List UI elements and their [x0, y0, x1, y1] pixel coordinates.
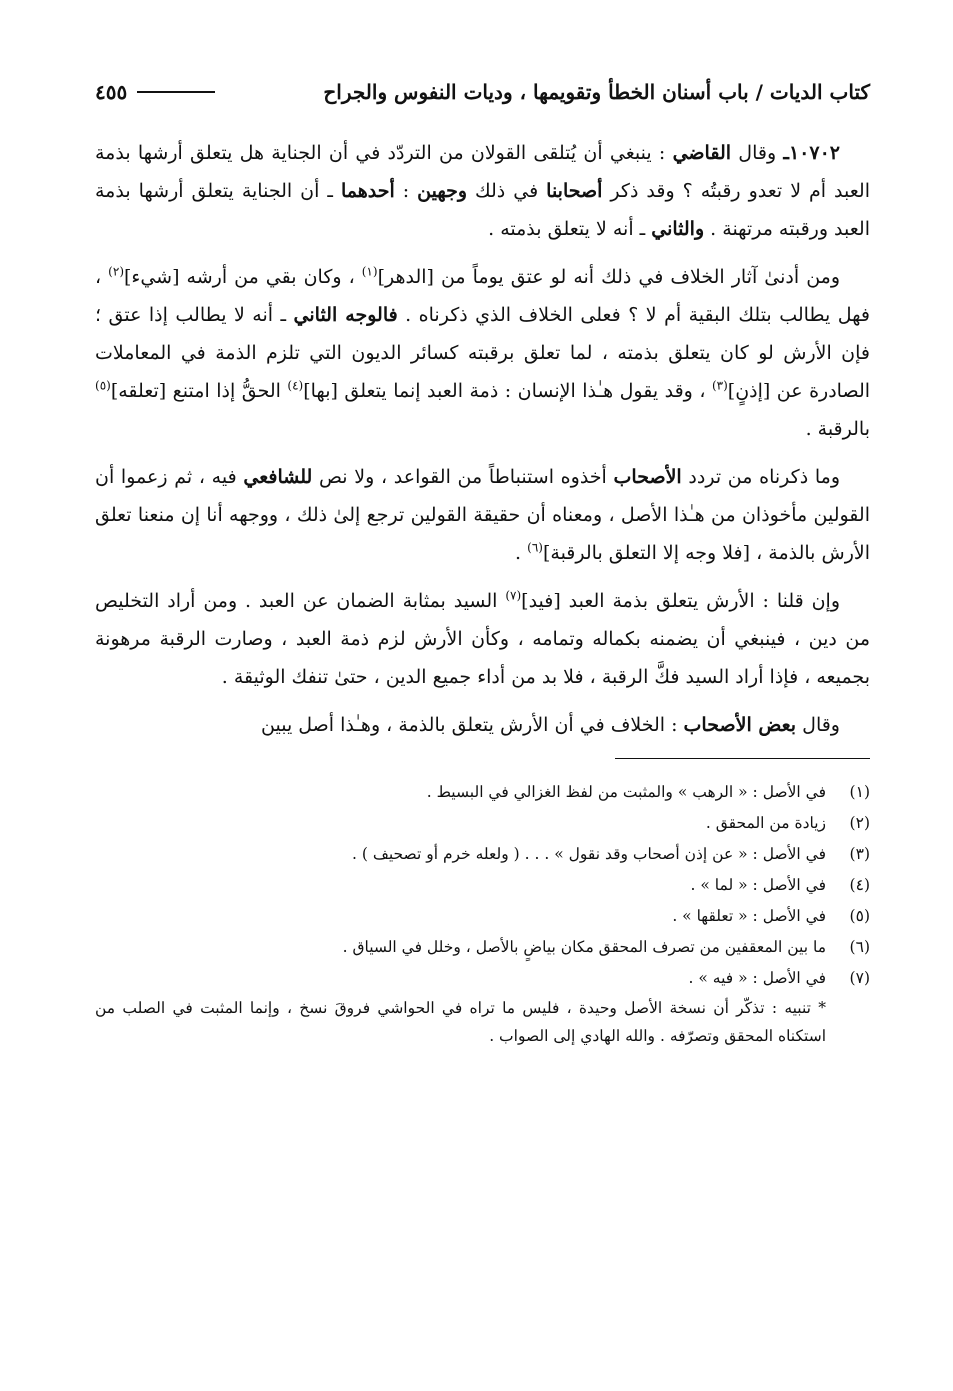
footnotes	[95, 777, 870, 1050]
bold-term: فالوجه الثاني	[293, 304, 398, 326]
text-run: ـ أن الجناية يتعلق أرشها بذمة العبد ورقبته مرتهنة .	[95, 180, 870, 240]
bold-term: للشافعي	[243, 466, 313, 488]
bold-term: القاضي	[672, 142, 732, 164]
footnote-ref: (١)	[361, 264, 378, 279]
footnote-number: (١)	[849, 783, 870, 801]
text-run: :	[394, 180, 418, 202]
bold-term: بعض الأصحاب	[683, 714, 797, 736]
text-run: بالرقبة .	[805, 418, 870, 440]
bold-term: الأصحاب	[613, 466, 682, 488]
bold-term: أحدهما	[340, 180, 395, 202]
paragraph-1	[95, 134, 870, 248]
footnote-ref: (٧)	[505, 588, 522, 603]
footnote	[95, 808, 870, 839]
footnote-number: (٧)	[849, 969, 870, 987]
footnote-text: ما بين المعقفين من تصرف المحقق مكان بياضٍ بالأصل ، وخلل في السياق .	[342, 938, 826, 956]
text-run: أخذوه استنباطاً من القواعد ، ولا نص	[312, 466, 614, 488]
footnote-text: في الأصل : « الرهب » والمثبت من لفظ الغزالي في البسيط .	[426, 783, 826, 801]
footnote-ref: (٥)	[95, 378, 111, 393]
bold-term: والثاني	[651, 218, 705, 240]
body-text	[95, 134, 870, 744]
text-run: ومن أدنىٰ آثار الخلاف في ذلك أنه لو عتق يوماً من [الدهر]	[377, 266, 841, 288]
footnote-number: (٦)	[849, 938, 870, 956]
header-left-group	[95, 80, 225, 104]
text-run: ، فهل يطالب بتلك البقية أم لا ؟ فعلى الخلاف الذي ذكرناه .	[95, 266, 870, 326]
footnote	[95, 870, 870, 901]
header-rule	[137, 91, 215, 93]
text-run: في ذلك	[467, 180, 547, 202]
footnote-number: (٢)	[849, 814, 870, 832]
text-run: ـ أنه لا يتعلق بذمته .	[488, 218, 652, 240]
text-run: ، وقد يقول هـٰذا الإنسان : ذمة العبد إنما يتعلق [بها]	[303, 380, 712, 402]
text-run: : الخلاف في أن الأرش يتعلق بالذمة ، وهـٰذا أصل يبين	[261, 714, 684, 736]
footnote-number: (٤)	[849, 876, 870, 894]
paragraph-2	[95, 258, 870, 448]
text-run: : ينبغي أن يُتلقى القولان من التردّد في أن الجناية هل يتعلق أرشها بذمة العبد أم لا تعدو رقبتُه ؟ وقد ذكر	[95, 142, 870, 202]
footnote	[95, 932, 870, 963]
footnote	[95, 839, 870, 870]
footnote	[95, 963, 870, 994]
page-number: ٤٥٥	[95, 80, 128, 104]
footnote-text: في الأصل : « فيه » .	[688, 969, 826, 987]
paragraph-4	[95, 582, 870, 696]
text-run: .	[515, 542, 528, 564]
footnote-text: في الأصل : « عن إذن أصحاب وقد نقول » . . . ( ولعله خرم أو تصحيف ) .	[352, 845, 826, 863]
text-run: وقال	[796, 714, 840, 736]
page	[95, 70, 870, 1050]
footnote-text: في الأصل : « تعلقها » .	[672, 907, 826, 925]
footnote	[95, 901, 870, 932]
footnote-ref: (٢)	[108, 264, 124, 279]
text-run: ـ أنه لا يطالب إذا عتق ؛ فإن الأرش لو كان يتعلق بذمته ، لما تعلق برقبته كسائر الديون التي تلزم الذمة في المعاملات الصادرة عن [إذنٍ]	[95, 304, 871, 402]
footnote-text: في الأصل : « لما » .	[690, 876, 826, 894]
bold-term: أصحابنا	[546, 180, 603, 202]
chapter-title: كتاب الديات / باب أسنان الخطأ وتقويمها ، وديات النفوس والجراح	[323, 80, 870, 104]
footnote-ref: (٣)	[711, 378, 728, 393]
text-run: ، وكان بقي من أرشه [شيء]	[124, 266, 362, 288]
footnote-ref: (٦)	[527, 540, 543, 555]
running-header	[95, 70, 870, 114]
text-run: وما ذكرناه من تردد	[681, 466, 840, 488]
footnote	[95, 777, 870, 808]
text-run: وقال	[731, 142, 784, 164]
footnote-separator	[615, 758, 870, 759]
footnote-number: (٥)	[849, 907, 870, 925]
bold-term: وجهين	[417, 180, 467, 202]
paragraph-5	[95, 706, 870, 744]
text-run: الحقُّ إذا امتنع [تعلقه]	[110, 380, 288, 402]
editor-note: * تنبيه : تذكّر أن نسخة الأصل وحيدة ، فليس ما تراه في الحواشي فروقَ نسخ ، وإنما المثبت في الصلب من استكناه المحقق وتصرّفه . والله الهادي إلى الصواب .	[95, 999, 826, 1045]
footnote-ref: (٤)	[287, 378, 304, 393]
text-run: فيه ، ثم زعموا أن القولين مأخوذان من هـٰذا الأصل ، ومعناه أن حقيقة القولين ترجع إلىٰ ذلك ، ووجهه أنا إن منعنا تعلق الأرش بالذمة ، [فلا وجه إلا التعلق بالرقبة]	[95, 466, 870, 564]
footnote-text: زيادة من المحقق .	[705, 814, 826, 832]
section-number: ١٠٧٠٢ـ	[783, 142, 840, 164]
text-run: السيد بمثابة الضمان عن العبد . ومن أراد التخليص من دين ، فينبغي أن يضمنه بكماله وتمامه ، وكأن الأرش لزم ذمة العبد ، وصارت الرقبة مرهونة بجميعه ، فإذا أراد السيد فكَّ الرقبة ، فلا بد من أداء جميع الدين ، حتىٰ تنفك الوثيقة .	[95, 590, 870, 688]
paragraph-3	[95, 458, 870, 572]
text-run: وإن قلنا : الأرش يتعلق بذمة العبد [فيد]	[521, 590, 840, 612]
footnote-number: (٣)	[849, 845, 870, 863]
